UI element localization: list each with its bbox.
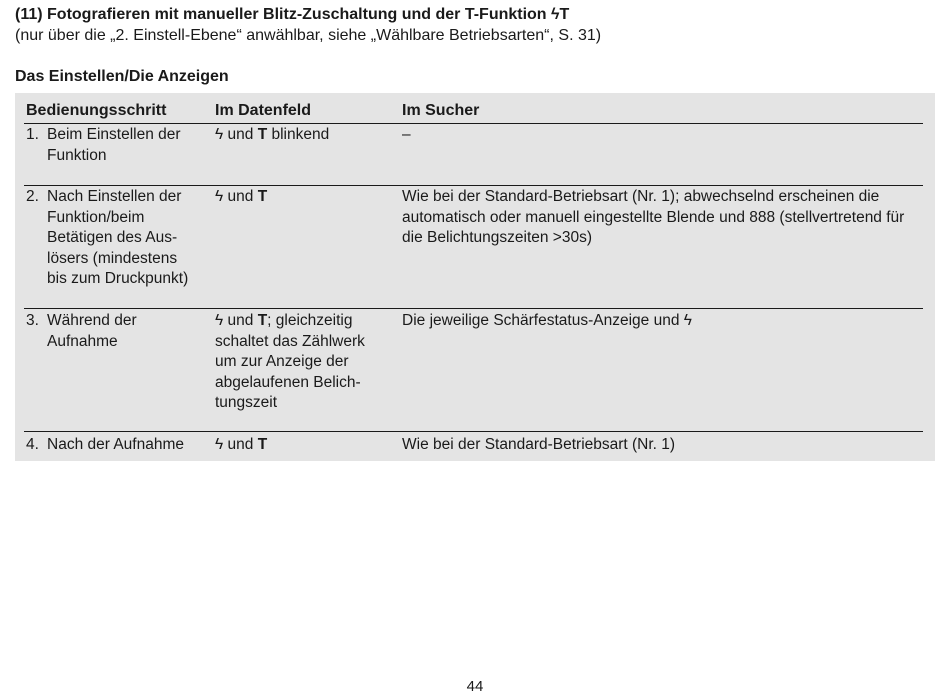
flash-symbol-text: ϟ und: [215, 188, 258, 205]
row-viewfinder: Die jeweilige Schärfestatus-Anzeige und ϟ: [402, 312, 692, 329]
row-step: Beim Einstellen der Funktion: [47, 126, 181, 164]
t-symbol: T: [257, 126, 268, 143]
section-title: Das Einstellen/Die Anzeigen: [15, 68, 229, 85]
row-step: Nach der Aufnahme: [47, 436, 185, 453]
flash-symbol-text: ϟ und: [215, 126, 258, 143]
row-step: Nach Einstellen der Funktion/beim Betätigen des Aus-lösers (mindestens bis zum Druckpunkt): [47, 188, 189, 288]
row-viewfinder: Wie bei der Standard-Betriebsart (Nr. 1): [402, 436, 676, 453]
row-number: 1.: [26, 126, 39, 143]
page-heading: (11) Fotografieren mit manueller Blitz-Zuschaltung und der T-Funktion ϟT: [15, 6, 570, 23]
page-number: 44: [466, 678, 484, 695]
row-number: 2.: [26, 188, 39, 205]
row-viewfinder: Wie bei der Standard-Betriebsart (Nr. 1); abwechselnd erscheinen die automatisch oder manuell eingestellte Blende und 888 (stellvertretend für die Belichtungszeiten >30s): [402, 188, 905, 247]
column-header-viewfinder: Im Sucher: [402, 102, 480, 119]
t-symbol: T: [257, 436, 268, 453]
row-divider: [24, 185, 923, 186]
column-header-step: Bedienungsschritt: [26, 102, 167, 119]
row-step: Während der Aufnahme: [47, 312, 137, 350]
row-number: 4.: [26, 436, 39, 453]
row-datafield: [215, 187, 395, 208]
row-viewfinder: –: [402, 126, 411, 143]
flash-symbol-text: ϟ und: [215, 436, 258, 453]
flash-symbol-text: ϟ und: [215, 312, 258, 329]
row-datafield: [215, 125, 395, 146]
column-header-datafield: Im Datenfeld: [215, 102, 312, 119]
row-datafield: [215, 311, 375, 414]
row-number: 3.: [26, 312, 39, 329]
page-subheading: (nur über die „2. Einstell-Ebene“ anwählbar, siehe „Wählbare Betriebsarten“, S. 31): [15, 27, 602, 44]
row-divider: [24, 308, 923, 309]
t-symbol: T: [257, 312, 268, 329]
row-datafield: [215, 435, 395, 456]
row-divider: [24, 431, 923, 432]
datafield-rest: blinkend: [267, 126, 330, 143]
t-symbol: T: [257, 188, 268, 205]
datafield-rest: ; gleichzeitig schaltet das Zählwerk um zur Anzeige der abgelaufenen Belich-tungszeit: [215, 312, 365, 412]
header-divider: [24, 123, 923, 124]
